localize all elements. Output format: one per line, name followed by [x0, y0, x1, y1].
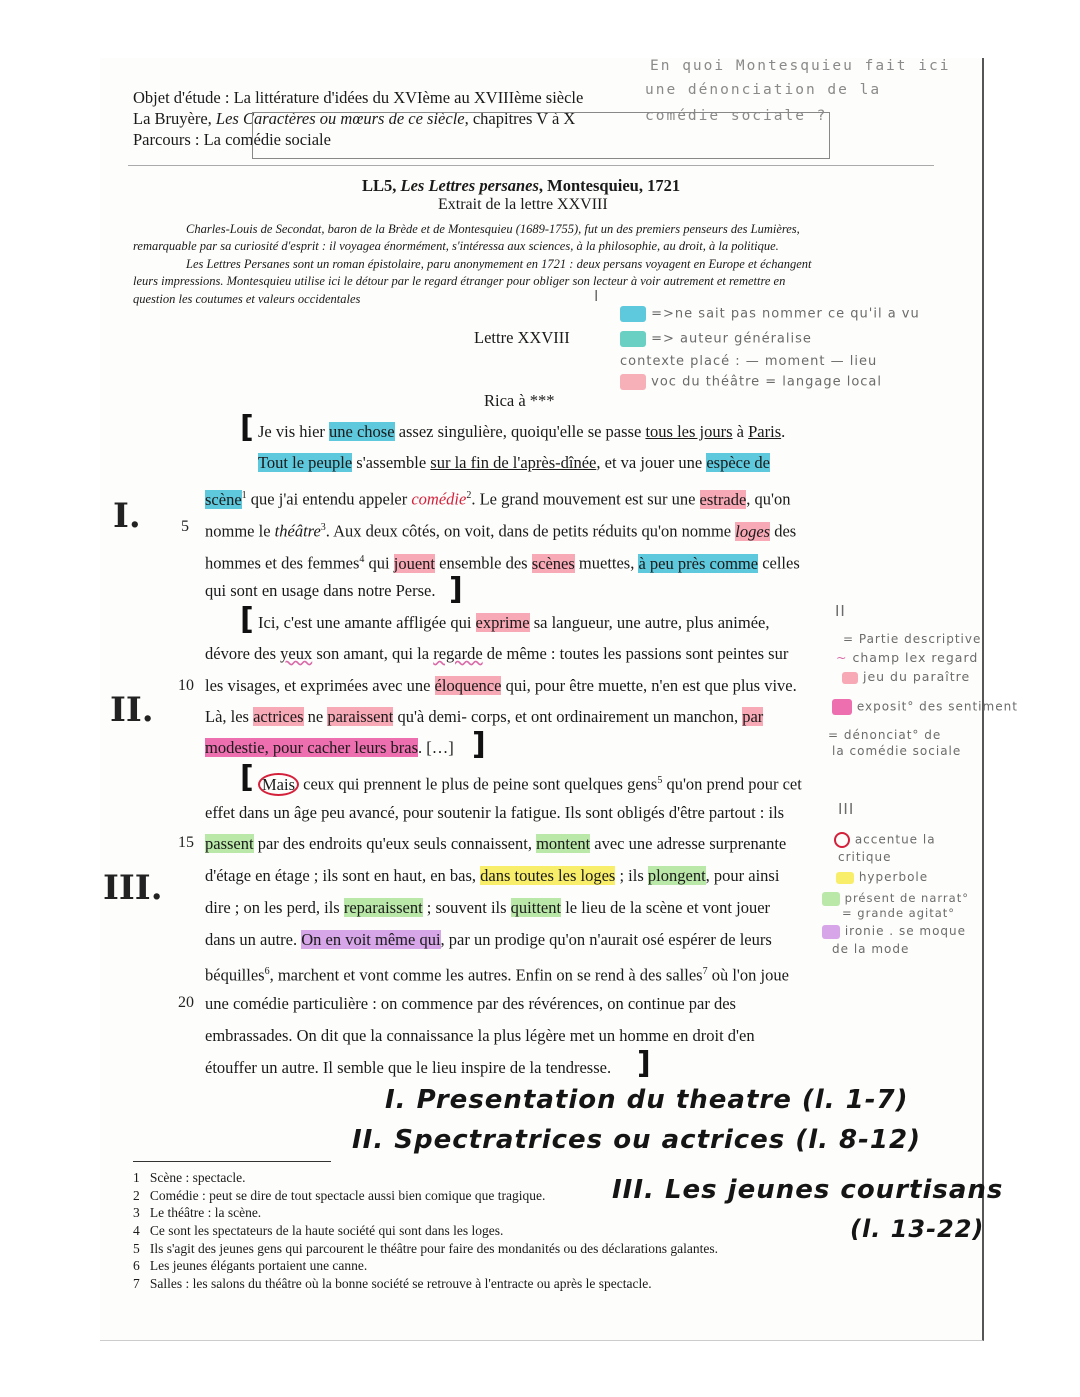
plan-line-2: II. Spectratrices ou actrices (l. 8-12) [352, 1125, 921, 1155]
legend3-swatch-green [822, 892, 840, 906]
legend1-text-2: => auteur généralise [651, 331, 812, 347]
t12-c: qu'on prend pour cet [662, 774, 802, 794]
header-divider [128, 165, 934, 166]
question-note-3: comédie sociale ? [645, 108, 828, 124]
legend1-numeral: I [594, 287, 600, 305]
fn4-text: Ce sont les spectateurs de la haute société qui sont dans les loges. [149, 1223, 504, 1238]
t4-fn: 3 [320, 522, 326, 533]
t5-d: ensemble des [435, 553, 532, 573]
t8-e: de même : toutes les passions sont peintes sur [482, 644, 789, 663]
header-bruyere-title: Les Caractères ou mœurs de ce siècle [215, 109, 465, 128]
intro-line-1: Charles-Louis de Secondat, baron de la Brède et de Montesquieu (1689-1755), fut un des premiers penseurs des Lumières, [186, 222, 800, 236]
text-line-15 [205, 865, 779, 887]
legend3-circle-swatch [834, 832, 850, 848]
text-line-21 [205, 1057, 611, 1079]
footnote-1 [133, 1169, 245, 1187]
line-number-15: 15 [178, 834, 194, 851]
text-line-1 [258, 421, 785, 443]
t3-e: estrade [699, 489, 747, 509]
legend3-item-7: de la mode [832, 942, 910, 956]
t5-c: jouent [393, 553, 436, 573]
t17-c: , par un prodige qu'on n'aurait osé espérer de leurs [440, 930, 772, 949]
t16-a: dire ; on les perd, ils [205, 898, 344, 917]
t16-d: quittent [510, 898, 562, 917]
t1-g: . [781, 422, 786, 441]
fn7-num: 7 [133, 1276, 140, 1291]
t5-e: scènes [531, 553, 575, 573]
title-work: Les Lettres persanes [400, 176, 539, 195]
legend-swatch-pink [620, 374, 646, 390]
footnote-6 [133, 1257, 367, 1275]
t17-b: On en voit même qui [301, 930, 441, 949]
t4-c: . Aux deux côtés, on voit, dans de petits réduits qu'on nomme [325, 521, 736, 541]
legend2-item-5: = dénonciat° de [828, 728, 942, 742]
title-prefix: LL5, [362, 176, 401, 195]
t10-f: par [742, 707, 764, 726]
t10-c: ne [303, 707, 328, 726]
text-line-18 [205, 961, 789, 987]
legend3-item-1 [834, 832, 936, 848]
t16-e: le lieu de la scène et vont jouer [561, 898, 771, 917]
t5-g: à peu près comme [638, 553, 759, 573]
fn6-num: 6 [133, 1258, 140, 1273]
t21-a: étouffer un autre. Il semble que le lieu inspire de la tendresse. [205, 1058, 612, 1077]
t2-b: s'assemble [352, 453, 431, 472]
fn3-text: Le théâtre : la scène. [149, 1205, 262, 1220]
intro-line-3: Les Lettres Persanes sont un roman épistolaire, paru anonymement en 1721 : deux persans voyagent en Europe et échangent [186, 257, 812, 271]
fn4-num: 4 [133, 1223, 140, 1238]
t3-c: comédie [411, 489, 467, 509]
t15-b: dans toutes les loges [480, 866, 616, 885]
legend2-swatch-magenta [832, 699, 852, 715]
header-parcours: Parcours : La comédie sociale [133, 130, 331, 149]
t12-mais: Mais [258, 773, 299, 796]
legend3-item-4 [822, 891, 969, 906]
title-suffix: , Montesquieu, 1721 [538, 176, 681, 195]
t7-b: exprime [475, 613, 530, 632]
text-line-10 [205, 706, 763, 728]
t1-c: assez singulière, quoiqu'elle se passe [394, 422, 646, 441]
t1-e: à [732, 422, 749, 441]
legend3-swatch-purple [822, 925, 840, 939]
plan-line-4: (l. 13-22) [850, 1215, 985, 1243]
fn7-text: Salles : les salons du théâtre où la bonne société se retrouve à l'entracte ou après le spectacle. [149, 1276, 652, 1291]
text-line-17 [205, 929, 772, 951]
legend2-numeral: II [835, 602, 846, 620]
section-mark-1: I. [113, 496, 141, 536]
bracket-close-1: ] [449, 572, 463, 607]
t9-a: les visages, et exprimées avec une [205, 676, 435, 695]
t2-a: Tout le peuple [258, 453, 353, 472]
t17-a: dans un autre. [205, 930, 302, 949]
legend1-item-3: contexte placé : — moment — lieu [620, 354, 878, 369]
title-line-1 [362, 176, 680, 196]
t16-b: reparaissent [343, 898, 423, 917]
section-mark-2: II. [110, 690, 154, 730]
addressee: Rica à *** [484, 391, 555, 410]
footnote-5 [133, 1240, 718, 1258]
text-line-20 [205, 1025, 755, 1047]
t3-d: . Le grand mouvement est sur une [471, 489, 700, 509]
legend3-swatch-yellow [836, 872, 854, 884]
t18-fn: 6 [264, 966, 270, 977]
title-box [252, 112, 830, 159]
t15-a: d'étage en étage ; ils sont en haut, en bas, [205, 866, 481, 885]
legend3-text-6: ironie . se moque [844, 924, 967, 938]
t4-a: nomme le [205, 521, 275, 541]
t8-b: yeux [280, 644, 313, 663]
t18-fn2: 7 [702, 966, 708, 977]
intro-line-4: leurs impressions. Montesquieu utilise ici le détour par le regard étranger pour obliger son lecteur à voir autrement et remettre en [133, 274, 786, 288]
t9-c: qui, pour être muette, n'en est que plus vive. [501, 676, 797, 695]
footnote-4 [133, 1222, 503, 1240]
t9-b: éloquence [434, 676, 502, 695]
text-line-16 [205, 897, 770, 919]
t8-a: dévore des [205, 644, 281, 663]
wavy-swatch: ~ [836, 650, 848, 665]
legend1-item-4 [620, 374, 882, 390]
plan-line-1: I. Presentation du theatre (l. 1-7) [385, 1085, 909, 1115]
t5-b: qui [364, 553, 394, 573]
t19-a: une comédie particulière : on commence par des révérences, on continue par des [205, 994, 736, 1013]
fn2-num: 2 [133, 1188, 140, 1203]
t3-fn: 1 [241, 490, 247, 501]
t16-c: ; souvent ils [422, 898, 511, 917]
legend1-text-4: voc du théâtre = langage local [651, 374, 883, 390]
t3-f: , qu'on [746, 489, 791, 509]
question-note-2: une dénonciation de la [645, 82, 882, 98]
t15-c: ; ils [615, 866, 648, 885]
t18-a: béquilles [205, 965, 265, 985]
header-bruyere-suffix: , chapitres V à X [464, 109, 576, 128]
t14-b: par des endroits qu'eux seuls connaissent, [253, 834, 537, 853]
footnote-rule [133, 1161, 331, 1162]
legend3-text-1: accentue la [854, 832, 936, 847]
line-number-5: 5 [181, 518, 189, 535]
footnote-3 [133, 1204, 261, 1222]
header-objet: Objet d'étude : La littérature d'idées du XVIème au XVIIIème siècle [133, 88, 584, 107]
line-number-20: 20 [178, 994, 194, 1011]
fn1-text: Scène : spectacle. [149, 1170, 246, 1185]
fn6-text: Les jeunes élégants portaient une canne. [149, 1258, 368, 1273]
t14-c: montent [536, 834, 591, 853]
legend3-item-2: critique [838, 850, 892, 864]
t12-b: ceux qui prennent le plus de peine sont quelques gens [299, 774, 658, 794]
t3-a: scène [205, 489, 242, 509]
text-line-6 [205, 580, 436, 602]
t5-a: hommes et des femmes [205, 553, 360, 573]
t3-b: que j'ai entendu appeler [246, 489, 412, 509]
text-line-8 [205, 643, 788, 665]
t1-f: Paris [748, 422, 782, 441]
t6-a: qui sont en usage dans notre Perse. [205, 581, 436, 600]
fn1-num: 1 [133, 1170, 140, 1185]
t15-e: , pour ainsi [705, 866, 780, 885]
title-line-2: Extrait de la lettre XXVIII [438, 196, 608, 213]
t10-b: actrices [253, 707, 304, 726]
legend3-item-6 [822, 924, 966, 939]
t20-a: embrassades. On dit que la connaissance la plus légère met un homme en droit d'en [205, 1026, 755, 1045]
bracket-open-1: [ [240, 410, 254, 445]
t10-e: qu'à demi- corps, et ont ordinairement un manchon, [393, 707, 743, 726]
text-line-7 [258, 612, 769, 634]
footnote-2 [133, 1187, 545, 1205]
t7-a: Ici, c'est une amante affligée qui [258, 613, 476, 632]
question-note-1: En quoi Montesquieu fait ici [650, 58, 951, 74]
t11-b: . […] [418, 738, 454, 757]
plan-line-3: III. Les jeunes courtisans [612, 1175, 1004, 1205]
text-line-14 [205, 833, 786, 855]
t5-fn: 4 [359, 554, 365, 565]
t1-a: Je vis hier [258, 422, 330, 441]
legend3-item-3 [836, 870, 928, 884]
line-number-10: 10 [178, 677, 194, 694]
legend3-item-5: = grande agitat° [842, 906, 956, 920]
bracket-close-3: ] [637, 1046, 651, 1081]
fn5-num: 5 [133, 1241, 140, 1256]
t2-c: sur la fin de l'après-dînée [430, 453, 597, 472]
t1-d: tous les jours [645, 422, 733, 441]
text-line-19 [205, 993, 736, 1015]
legend2-item-3 [842, 669, 970, 684]
legend2-text-3: jeu du paraître [862, 669, 971, 684]
text-line-4 [205, 517, 796, 543]
t5-h: celles [758, 553, 800, 573]
text-line-13 [205, 802, 784, 824]
t8-d: regarde [433, 644, 483, 663]
text-line-11 [205, 737, 454, 759]
t2-d: , et va jouer une [596, 453, 707, 472]
t7-c: sa langueur, une autre, plus animée, [529, 613, 770, 632]
legend2-swatch-pink [842, 672, 858, 684]
legend2-item-6: la comédie sociale [832, 744, 962, 758]
footnote-7 [133, 1275, 652, 1293]
section-mark-3: III. [103, 868, 163, 908]
intro-line-2: remarquable par sa curiosité d'esprit : il voyagea énormément, s'intéressa aux sciences, à la philosophie, au droit, à la politique. [133, 239, 779, 253]
t11-a: modestie, pour cacher leurs bras [205, 738, 419, 757]
legend2-text-4: exposit° des sentiment [856, 699, 1018, 714]
fn3-num: 3 [133, 1205, 140, 1220]
legend3-text-4: présent de narrat° [844, 891, 969, 905]
t4-b: théâtre [274, 521, 321, 541]
text-line-12 [258, 770, 802, 796]
t8-c: son amant, qui la [312, 644, 434, 663]
legend-swatch-blue [620, 306, 646, 322]
t10-d: paraissent [327, 707, 394, 726]
legend2-item-4 [832, 699, 1018, 715]
t4-d: loges [735, 521, 771, 541]
legend1-item-1 [620, 306, 920, 322]
t12-fn: 5 [657, 775, 663, 786]
t4-e: des [770, 521, 797, 541]
legend3-text-3: hyperbole [858, 870, 929, 884]
legend3-numeral: III [838, 800, 855, 818]
t2-e: espèce de [706, 453, 771, 472]
bracket-close-2: ] [472, 727, 486, 762]
intro-line-5: question les coutumes et valeurs occidentales [133, 292, 361, 306]
t13-a: effet dans un âge peu avancé, pour soutenir la fatigue. Ils sont obligés d'être partout : ils [205, 803, 785, 822]
t1-b: une chose [329, 422, 395, 441]
legend1-item-2 [620, 331, 812, 347]
legend2-item-2 [836, 650, 978, 665]
t18-b: , marchent et vont comme les autres. Enfin on se rend à des salles [269, 965, 703, 985]
fn2-text: Comédie : peut se dire de tout spectacle aussi bien comique que tragique. [149, 1188, 546, 1203]
t5-f: muettes, [574, 553, 639, 573]
t15-d: plongent [647, 866, 706, 885]
text-line-5 [205, 549, 800, 575]
t14-a: passent [205, 834, 254, 853]
text-line-3 [205, 485, 791, 511]
bracket-open-2: [ [240, 602, 254, 637]
text-line-9 [205, 675, 797, 697]
t14-d: avec une adresse surprenante [590, 834, 787, 853]
t3-fn2: 2 [466, 490, 472, 501]
legend1-text-1: =>ne sait pas nommer ce qu'il a vu [651, 306, 920, 322]
legend2-item-1: = Partie descriptive [843, 632, 982, 646]
legend-swatch-teal [620, 331, 646, 347]
legend2-text-2: champ lex regard [852, 650, 979, 665]
t18-c: où l'on joue [707, 965, 789, 985]
bracket-open-3: [ [240, 760, 254, 795]
header-bruyere-prefix: La Bruyère, [133, 109, 216, 128]
fn5-text: Ils s'agit des jeunes gens qui parcourent le théâtre pour faire des mondanités ou des déclarations galantes. [149, 1241, 718, 1256]
letter-title: Lettre XXVIII [474, 328, 570, 347]
t10-a: Là, les [205, 707, 254, 726]
text-line-2 [258, 452, 770, 474]
